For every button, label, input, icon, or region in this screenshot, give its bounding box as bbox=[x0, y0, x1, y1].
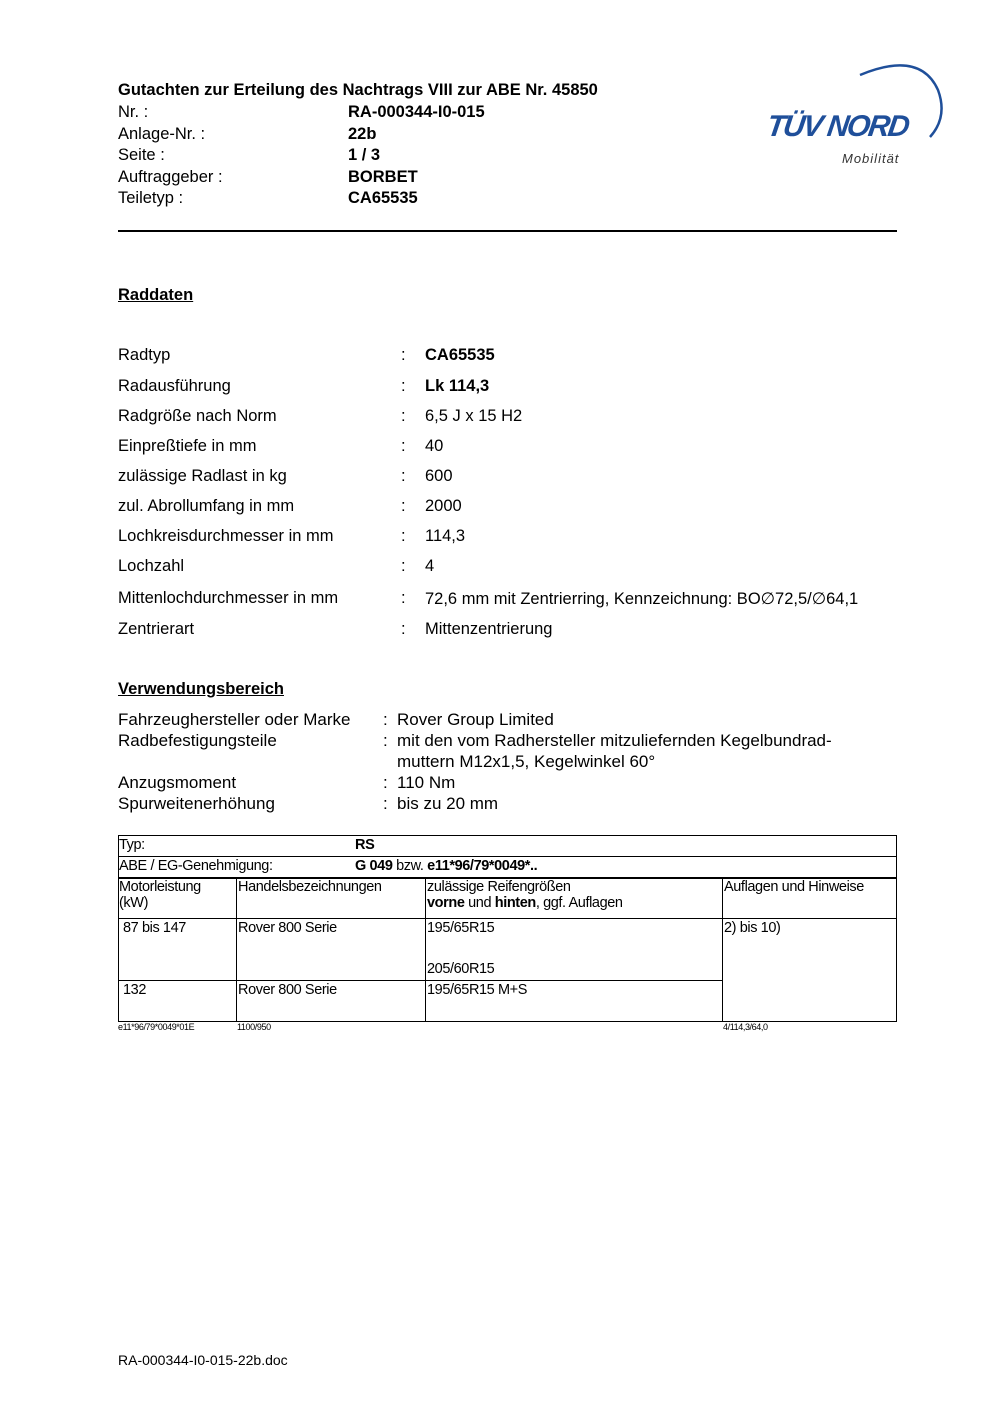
field-value: 2000 bbox=[425, 497, 462, 515]
cell-kw: 87 bis 147 bbox=[123, 920, 186, 936]
table-footer-lk: 4/114,3/64,0 bbox=[723, 1022, 768, 1032]
cell-name: Rover 800 Serie bbox=[238, 920, 337, 936]
section-heading-raddaten: Raddaten bbox=[118, 286, 194, 304]
header-value: 1 / 3 bbox=[348, 146, 381, 164]
colon: : bbox=[401, 557, 406, 575]
table-row-typ bbox=[118, 835, 897, 856]
cell-tire: 195/65R15 bbox=[427, 920, 495, 936]
header-label: Seite : bbox=[118, 146, 165, 164]
field-value: CA65535 bbox=[425, 346, 495, 364]
field-label: Spurweitenerhöhung bbox=[118, 794, 275, 813]
column-divider bbox=[236, 879, 237, 1021]
field-label: Radbefestigungsteile bbox=[118, 731, 277, 750]
header-row-seite bbox=[118, 146, 380, 165]
field-label: Mittenlochdurchmesser in mm bbox=[118, 589, 339, 607]
field-value: 114,3 bbox=[425, 527, 466, 545]
field-label: Lochzahl bbox=[118, 557, 185, 575]
colon: : bbox=[401, 407, 406, 425]
table-footer-weight: 1100/950 bbox=[237, 1022, 271, 1032]
cell-name: Rover 800 Serie bbox=[238, 982, 337, 998]
colon: : bbox=[383, 731, 388, 750]
row-divider bbox=[119, 918, 897, 919]
header-text-bold: vorne bbox=[427, 895, 465, 911]
header-reifengroessen bbox=[427, 879, 623, 911]
section-heading-verwendungsbereich: Verwendungsbereich bbox=[118, 680, 284, 698]
field-label: Radausführung bbox=[118, 377, 231, 395]
colon: : bbox=[401, 437, 406, 455]
header-value: RA-000344-I0-015 bbox=[348, 103, 485, 121]
field-label: Lochkreisdurchmesser in mm bbox=[118, 527, 334, 545]
colon: : bbox=[401, 377, 406, 395]
abe-national: G 049 bbox=[355, 858, 393, 874]
field-value: 72,6 mm mit Zentrierring, Kennzeichnung: BO∅72,5/∅64,1 bbox=[425, 590, 859, 608]
colon: : bbox=[383, 794, 388, 813]
abe-eg: e11*96/79*0049*.. bbox=[427, 858, 538, 874]
colon: : bbox=[401, 467, 406, 485]
cell-hinweise: 2) bis 10) bbox=[724, 920, 781, 936]
header-text-bold: hinten bbox=[494, 895, 536, 911]
colon: : bbox=[401, 346, 406, 364]
header-text: Motorleistung bbox=[119, 879, 201, 895]
abe-value bbox=[355, 858, 537, 874]
table-body bbox=[118, 877, 897, 1022]
cell-tire: 195/65R15 M+S bbox=[427, 982, 527, 998]
field-value: Lk 114,3 bbox=[425, 377, 490, 395]
colon: : bbox=[401, 589, 406, 607]
colon: : bbox=[401, 620, 406, 638]
colon: : bbox=[401, 527, 406, 545]
header-label: Nr. : bbox=[118, 103, 149, 121]
header-value: BORBET bbox=[348, 168, 418, 186]
column-divider bbox=[722, 879, 723, 1021]
typ-label: Typ: bbox=[119, 837, 145, 853]
row-divider bbox=[119, 980, 723, 981]
field-label: zulässige Radlast in kg bbox=[118, 467, 287, 485]
field-value: 110 Nm bbox=[397, 773, 456, 792]
table-footer-code: e11*96/79*0049*01E bbox=[118, 1022, 195, 1032]
field-label: Einpreßtiefe in mm bbox=[118, 437, 257, 455]
field-label: Anzugsmoment bbox=[118, 773, 237, 792]
header-text: zulässige Reifengrößen bbox=[427, 879, 571, 895]
table-row-abe bbox=[118, 856, 897, 877]
document-filename: RA-000344-I0-015-22b.doc bbox=[118, 1352, 288, 1368]
header-value: 22b bbox=[348, 125, 377, 143]
header-row-nr bbox=[118, 103, 485, 122]
field-value: 6,5 J x 15 H2 bbox=[425, 407, 523, 425]
cell-kw: 132 bbox=[123, 982, 146, 998]
field-value: bis zu 20 mm bbox=[397, 794, 499, 813]
tuev-nord-logo: TÜV NORD bbox=[764, 110, 911, 143]
typ-value: RS bbox=[355, 837, 375, 853]
field-value: mit den vom Radhersteller mitzuliefernden Kegelbundrad- bbox=[397, 731, 832, 750]
header-auflagen: Auflagen und Hinweise bbox=[724, 879, 864, 895]
field-label: Radtyp bbox=[118, 346, 171, 364]
header-text: und bbox=[464, 895, 495, 911]
colon: : bbox=[401, 497, 406, 515]
field-value: 600 bbox=[425, 467, 453, 485]
header-row-teiletyp bbox=[118, 189, 418, 208]
field-value: muttern M12x1,5, Kegelwinkel 60° bbox=[397, 752, 656, 771]
header-row-auftraggeber bbox=[118, 168, 418, 187]
column-divider bbox=[425, 879, 426, 1021]
document-title: Gutachten zur Erteilung des Nachtrags VIII zur ABE Nr. 45850 bbox=[118, 81, 598, 99]
field-label: Radgröße nach Norm bbox=[118, 407, 277, 425]
header-handelsbezeichnungen: Handelsbezeichnungen bbox=[238, 879, 382, 895]
field-label: zul. Abrollumfang in mm bbox=[118, 497, 295, 515]
header-label: Teiletyp : bbox=[118, 189, 184, 207]
logo-subtitle: Mobilität bbox=[842, 151, 900, 166]
cell-tire: 205/60R15 bbox=[427, 961, 495, 977]
header-value: CA65535 bbox=[348, 189, 418, 207]
field-label: Fahrzeughersteller oder Marke bbox=[118, 710, 351, 729]
field-value: 40 bbox=[425, 437, 444, 455]
header-row-anlage bbox=[118, 125, 376, 144]
header-text: (kW) bbox=[119, 895, 148, 911]
colon: : bbox=[383, 710, 388, 729]
field-value: Rover Group Limited bbox=[397, 710, 554, 729]
header-motorleistung bbox=[119, 879, 201, 911]
header-label: Anlage-Nr. : bbox=[118, 125, 206, 143]
header-divider bbox=[118, 230, 897, 232]
field-value: Mittenzentrierung bbox=[425, 620, 553, 638]
header-label: Auftraggeber : bbox=[118, 168, 223, 186]
header-text: , ggf. Auflagen bbox=[535, 895, 623, 911]
approval-table bbox=[118, 835, 897, 1022]
field-value: 4 bbox=[425, 557, 435, 575]
colon: : bbox=[383, 773, 388, 792]
field-label: Zentrierart bbox=[118, 620, 195, 638]
abe-bzw: bzw. bbox=[392, 858, 428, 874]
abe-label: ABE / EG-Genehmigung: bbox=[119, 858, 273, 874]
